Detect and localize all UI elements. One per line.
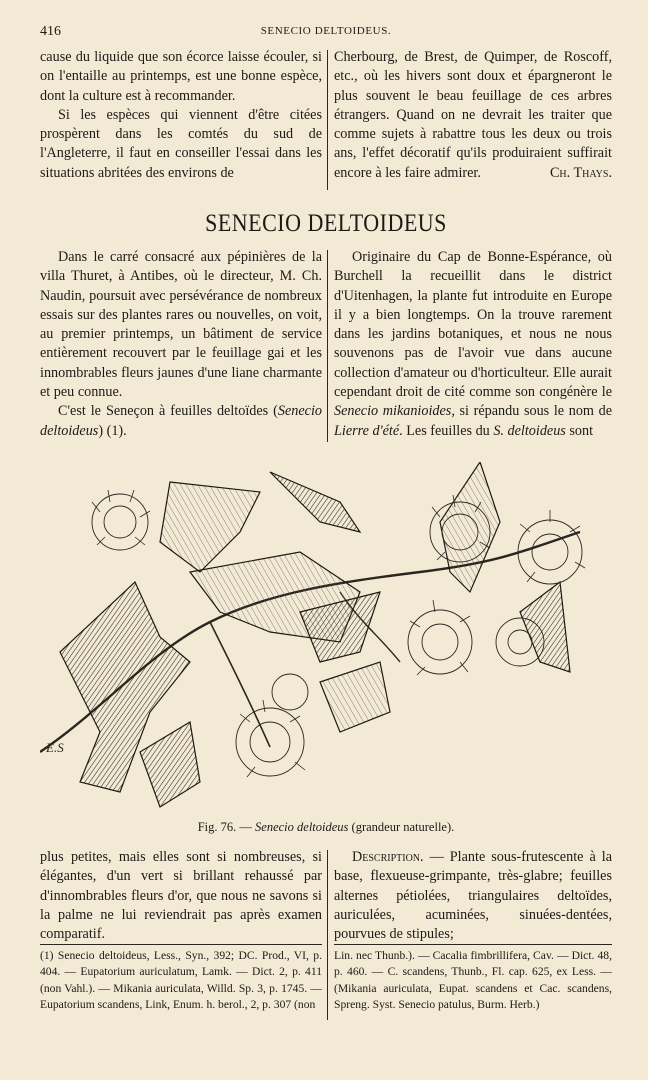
text: , si répandu sous le nom de bbox=[451, 403, 612, 420]
bottom-right-column bbox=[334, 848, 612, 944]
footnote-left bbox=[40, 948, 322, 1014]
footnote-text: (1) Senecio deltoideus, Less., Syn., 392; DC. Prod., VI, p. 404. — Eupatorium auriculatum, Lamk. — Dict. 2, p. 411 (non Vahl.). — Mikania auriculata, Willd. Sp. 3, p. 1745. — Eupatorium scandens, Link, Enum. h. berol., 2, p. 307 (non bbox=[40, 949, 322, 1012]
text: sont bbox=[565, 422, 594, 439]
footnote-right bbox=[334, 948, 612, 1014]
engraver-monogram: E.S bbox=[46, 740, 64, 755]
top-left-column bbox=[40, 48, 322, 183]
text: Originaire du Cap de Bonne-Espérance, où Burchell la recueillit dans le district d'Uitenhagen, la plante fut introduite en Europe il y a bien longtemps. On la trouve rarement dans les jardins botaniques, et nous ne nous souvenons pas de l'avoir vue dans aucune collection d'amateur ou d'horticulteur. Elle aurait cependant droit de cité comme son congénère le bbox=[334, 249, 612, 401]
paragraph: Dans le carré consacré aux pépinières de la villa Thuret, à Antibes, où le directeur, M. Ch. Naudin, poursuit avec persévérance de nombreux essais sur des plantes rares ou nouvelles, on voit, au premier printemps, un bâtiment de service entièrement recouvert par le feuillage gai et les innombrables fleurs jaunes d'une liane charmante et peu connue. bbox=[40, 249, 322, 401]
column-rule bbox=[327, 50, 328, 190]
text: Fig. 76. — bbox=[197, 820, 256, 834]
text: — Plante sous-frutescente à la base, flexueuse-grimpante, très-glabre; feuilles alternes pétiolées, triangulaires deltoïdes, auriculées, acuminées, sinuées-dentées, pourvues de stipules; bbox=[334, 849, 612, 943]
italic-text: S. deltoideus bbox=[493, 422, 566, 439]
paragraph bbox=[334, 248, 612, 441]
signature: Ch. Thays. bbox=[549, 164, 612, 181]
paragraph: plus petites, mais elles sont si nombreuses, si élégantes, d'un vert si brillant rehaussé par d'innombrables fleurs d'or, que nous ne savons si la palme ne lui reviendrait pas après examen comparatif. bbox=[40, 849, 322, 943]
footnote-rule bbox=[40, 944, 322, 945]
italic-text: Lierre d'été bbox=[334, 422, 400, 439]
figure-caption bbox=[40, 820, 612, 835]
article-title: SENECIO DELTOIDEUS bbox=[205, 208, 447, 237]
running-title: SENECIO DELTOIDEUS. bbox=[260, 25, 392, 37]
footnote-text: Lin. nec Thunb.). — Cacalia fimbrillifera, Cav. — Dict. 48, p. 460. — C. scandens, Thunb., Fl. cap. 625, ex Less. — (Mikania auriculata, Eupat. scandens et Cac. scandens, Spreng. Syst. Senecio patulus, Burm. Herb.) bbox=[334, 949, 612, 1012]
paragraph bbox=[334, 48, 612, 183]
text: C'est le Seneçon à feuilles deltoïdes ( bbox=[58, 403, 278, 420]
article-right-column bbox=[334, 248, 612, 441]
paragraph-text: Cherbourg, de Brest, de Quimper, de Roscoff, etc., où les hivers sont doux et épargneront le plus souvent le beau feuillage de ces arbres étrangers. Quand on ne devrait les traiter que comme sujets à rabattre tous les deux ou trois ans, l'effet décoratif qu'ils produiraient suffirait encore à les faire admirer. bbox=[334, 49, 612, 181]
footnote-rule bbox=[334, 944, 612, 945]
paragraph: Si les espèces qui viennent d'être citées prospèrent dans les comtés du sud de l'Angleterre, il faut en conseiller l'essai dans les situations abritées des environs de bbox=[40, 106, 322, 181]
paragraph: cause du liquide que son écorce laisse écouler, si on l'entaille au printemps, est une bonne espèce, dont la culture est à recommander. bbox=[40, 49, 322, 104]
column-rule bbox=[327, 850, 328, 1020]
paragraph bbox=[334, 848, 612, 944]
italic-text: Senecio deltoideus bbox=[255, 820, 349, 834]
text: ) (1). bbox=[98, 422, 127, 439]
bottom-left-column bbox=[40, 848, 322, 944]
senecio-engraving bbox=[40, 462, 612, 814]
italic-text: Senecio deltoideus bbox=[40, 403, 322, 439]
description-lead: Description. bbox=[352, 849, 424, 865]
top-right-column bbox=[334, 48, 612, 183]
paragraph bbox=[40, 402, 322, 441]
botanical-illustration bbox=[40, 462, 612, 814]
article-left-column bbox=[40, 248, 322, 441]
text: . Les feuilles du bbox=[399, 422, 494, 439]
text: (grandeur naturelle). bbox=[348, 820, 455, 834]
page-number: 416 bbox=[40, 24, 61, 39]
column-rule bbox=[327, 250, 328, 442]
running-head bbox=[40, 24, 612, 40]
italic-text: Senecio mikanioides bbox=[334, 403, 452, 420]
